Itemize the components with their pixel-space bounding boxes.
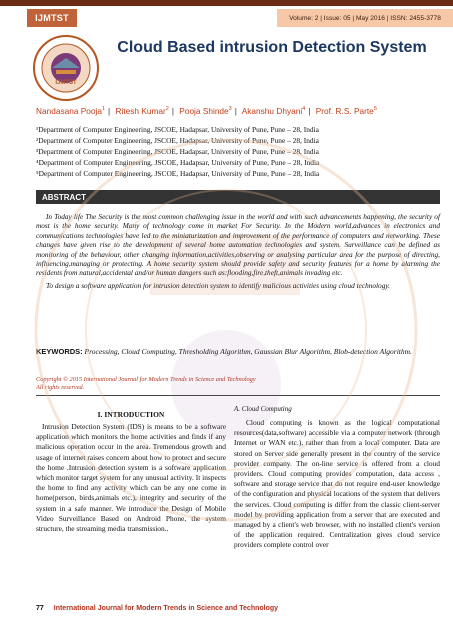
author-name: Prof. R.S. Parte [315, 106, 374, 116]
abstract-paragraph: To design a software application for intrusion detection system to identify malicious activities using cloud technology. [46, 280, 391, 290]
author-list: Nandasana Pooja$^1$ | Ritesh Kumar$^2$ | Pooja Shinde$^3$ | Akanshu Dhyani$^4$ | Prof. R.S. Parte$^5$ [36, 106, 377, 116]
affiliation-line: ¹Department of Computer Engineering, JSCOE, Hadapsar, University of Pune, Pune – 28, India [36, 125, 319, 134]
abstract-heading: ABSTRACT [36, 190, 440, 204]
affiliation-line: ²Department of Computer Engineering, JSCOE, Hadapsar, University of Pune, Pune – 28, India [36, 136, 319, 145]
affiliation-list [36, 124, 446, 179]
page-footer [36, 605, 446, 612]
introduction-body: Intrusion Detection System (IDS) is means to be a software application which monitors the home activities and finds if any malicious operation occur in the area. Tremendous growth and usage of internet raises concern about how to protect and secure the home .Intrusion detection system is a software application which monitor target system for any unusual activity. It inspects the home to find any activity which can be any one come in home(person, birds,animals etc.), integrity and security of the system in a safe manner. We introduce the Design of Mobile Video Surveillance Based on Android Phone, the system structure, the streaming media transmission.. [36, 422, 226, 534]
affiliation-line: ³Department of Computer Engineering, JSCOE, Hadapsar, University of Pune, Pune – 28, India [36, 147, 319, 156]
journal-logo-seal [32, 34, 100, 102]
section-heading-introduction: I. INTRODUCTION [97, 410, 165, 419]
paper-title: Cloud Based intrusion Detection System [117, 39, 427, 56]
keywords-text: Processing, Cloud Computing, Thresholding Algorithm, Gaussian Blur Algorithm, Blob-detection Algorithm. [84, 347, 412, 356]
top-color-strip [0, 0, 453, 6]
author-name: Akanshu Dhyani [241, 106, 303, 116]
affiliation-line: ⁵Department of Computer Engineering, JSCOE, Hadapsar, University of Pune, Pune – 28, India [36, 169, 320, 178]
issue-info-badge: Volume: 2 | Issue: 05 | May 2016 | ISSN: 2455-3778 [277, 9, 453, 27]
abstract-body [36, 212, 440, 290]
journal-abbrev-badge: IJMTST [27, 9, 77, 27]
page-number: 77 [36, 605, 44, 612]
author-name: Nandasana Pooja [36, 106, 102, 116]
keywords-label: KEYWORDS: [36, 347, 83, 356]
footer-journal-name: International Journal for Modern Trends in Science and Technology [53, 605, 279, 612]
subsection-heading-cloud-computing: A. Cloud Computing [234, 405, 292, 413]
logo-center-text: IJMTST [55, 80, 77, 86]
affiliation-line: ⁴Department of Computer Engineering, JSCOE, Hadapsar, University of Pune, Pune – 28, India [36, 158, 320, 167]
abstract-paragraph: In Today life The Security is the most common challenging issue in the world and with such advancements happening, the security of most is the home security. Many of technology come in market For Security. In the Modern world,advances in electronics and communications technologies have led to the miniaturization and improvement of the performance of computers and networking. These changes have given rise to the development of several home automation technologies and system. Surveillance can be defined as monitoring of the behaviour, other changing information,activities,observing or analysing particular area for the purpose of directing, influencing,managing or protecting. A home security system should provide safety and security features for a home by alarming the residents from natural,accidental and/or human dangers such as:flooding,fire,theft,animals invading etc. [36, 212, 440, 278]
cloud-computing-body: Cloud computing is known as the logical computational resources(data,software) accessible via a computer network (through Internet or WAN etc.), rather than from a local computer. Data are stored on Server side generally present in the country of the service provider company. The on-line service is offered from a cloud providers. Cloud computing provides computation, data access , software and storage service that do not require end-user knowledge of the configuration and physical locations of the system that delivers the services. Cloud computing is differ from the classic client-server model by providing application from a server that are executed and managed by a client's web browser, with no installed client's version of the application required. Centralization gives cloud service providers complete control over [234, 418, 440, 550]
author-name: Pooja Shinde [179, 106, 229, 116]
keywords [36, 347, 440, 357]
divider [36, 395, 440, 396]
page-header [0, 8, 453, 30]
copyright-notice: Copyright © 2015 International Journal for Modern Trends in Science and Technology All rights reserved. [36, 376, 256, 391]
author-name: Ritesh Kumar [115, 106, 166, 116]
